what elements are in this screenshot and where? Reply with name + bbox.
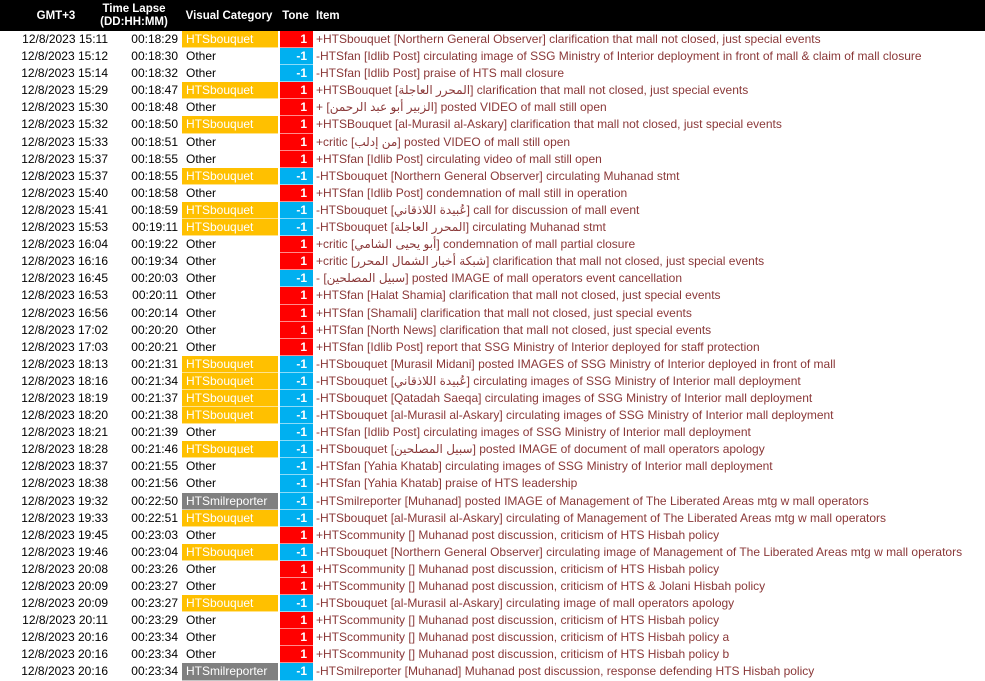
visual-category-cell[interactable]: Other: [182, 612, 278, 629]
visual-category-cell[interactable]: HTSbouquet: [182, 116, 278, 133]
timestamp-cell[interactable]: 12/8/2023 16:56: [21, 305, 108, 320]
table-row[interactable]: [0, 356, 985, 373]
table-row[interactable]: [0, 390, 985, 407]
item-cell[interactable]: + [الزبير أبو عبد الرحمن] posted VIDEO of mall still open: [316, 100, 607, 115]
visual-category-cell[interactable]: Other: [182, 151, 278, 168]
timestamp-cell[interactable]: 12/8/2023 19:32: [21, 493, 108, 508]
item-cell[interactable]: -HTSfan [Yahia Khatab] praise of HTS leadership: [316, 476, 578, 491]
visual-category-cell[interactable]: HTSmilreporter: [182, 663, 278, 680]
time-lapse-cell[interactable]: 00:19:34: [131, 254, 178, 269]
time-lapse-cell[interactable]: 00:21:39: [131, 425, 178, 440]
time-lapse-cell[interactable]: 00:21:34: [131, 373, 178, 388]
visual-category-cell[interactable]: HTSbouquet: [182, 510, 278, 527]
time-lapse-cell[interactable]: 00:23:34: [131, 664, 178, 679]
item-cell[interactable]: +HTScommunity [] Muhanad post discussion, criticism of HTS Hisbah policy: [316, 613, 720, 628]
tone-cell[interactable]: 1: [280, 305, 313, 322]
timestamp-cell[interactable]: 12/8/2023 20:11: [22, 613, 108, 628]
time-lapse-cell[interactable]: 00:23:03: [131, 527, 178, 542]
tone-cell[interactable]: 1: [280, 612, 313, 629]
item-cell[interactable]: +HTScommunity [] Muhanad post discussion, criticism of HTS & Jolani Hisbah policy: [316, 579, 766, 593]
time-lapse-cell[interactable]: 00:20:21: [131, 339, 178, 354]
tone-cell[interactable]: -1: [280, 663, 313, 680]
table-row[interactable]: [0, 595, 985, 612]
table-row[interactable]: [0, 646, 985, 663]
time-lapse-cell[interactable]: 00:18:50: [131, 117, 178, 132]
timestamp-cell[interactable]: 12/8/2023 20:16: [21, 647, 108, 662]
table-row[interactable]: [0, 236, 985, 253]
visual-category-cell[interactable]: Other: [182, 475, 278, 492]
table-row[interactable]: [0, 424, 985, 441]
tone-cell[interactable]: 1: [280, 646, 313, 663]
time-lapse-cell[interactable]: 00:23:27: [131, 596, 178, 611]
tone-cell[interactable]: 1: [280, 99, 313, 116]
tone-cell[interactable]: -1: [280, 48, 313, 65]
item-cell[interactable]: -HTSmilreporter [Muhanad] posted IMAGE of Management of The Liberated Areas mtg w mall operators: [316, 493, 869, 508]
timestamp-cell[interactable]: 12/8/2023 18:16: [21, 373, 108, 388]
header-tone[interactable]: Tone: [282, 9, 309, 22]
visual-category-cell[interactable]: Other: [182, 65, 278, 82]
table-row[interactable]: [0, 373, 985, 390]
visual-category-cell[interactable]: Other: [182, 629, 278, 646]
visual-category-cell[interactable]: HTSbouquet: [182, 544, 278, 561]
table-row[interactable]: [0, 544, 985, 561]
visual-category-cell[interactable]: Other: [182, 134, 278, 151]
table-row[interactable]: [0, 270, 985, 287]
time-lapse-cell[interactable]: 00:18:58: [131, 185, 178, 200]
time-lapse-cell[interactable]: 00:18:59: [131, 202, 178, 217]
timestamp-cell[interactable]: 12/8/2023 15:33: [21, 134, 108, 149]
table-row[interactable]: [0, 663, 985, 680]
timestamp-cell[interactable]: 12/8/2023 18:20: [21, 408, 108, 423]
time-lapse-cell[interactable]: 00:23:26: [131, 561, 178, 576]
timestamp-cell[interactable]: 12/8/2023 15:14: [21, 66, 108, 81]
table-body: [0, 31, 985, 681]
time-lapse-cell[interactable]: 00:21:38: [131, 408, 178, 423]
table-row[interactable]: [0, 339, 985, 356]
table-row[interactable]: [0, 65, 985, 82]
table-row[interactable]: [0, 99, 985, 116]
visual-category-cell[interactable]: HTSbouquet: [182, 219, 278, 236]
timestamp-cell[interactable]: 12/8/2023 15:30: [21, 100, 108, 115]
time-lapse-cell[interactable]: 00:18:55: [131, 168, 178, 183]
table-row[interactable]: [0, 168, 985, 185]
time-lapse-cell[interactable]: 00:18:48: [131, 100, 178, 115]
timestamp-cell[interactable]: 12/8/2023 15:37: [21, 151, 108, 166]
visual-category-cell[interactable]: Other: [182, 339, 278, 356]
item-cell[interactable]: - [سبيل المصلحين] posted IMAGE of mall operators event cancellation: [316, 271, 683, 286]
item-cell[interactable]: +HTSbouquet [Northern General Observer] clarification that mall not closed, just special events: [316, 32, 821, 46]
item-cell[interactable]: -HTSbouquet [al-Murasil al-Askary] circulating images of SSG Ministry of Interior mall deployment: [316, 408, 834, 423]
timestamp-cell[interactable]: 12/8/2023 18:13: [21, 356, 108, 371]
table-row[interactable]: [0, 441, 985, 458]
time-lapse-cell[interactable]: 00:21:31: [131, 356, 178, 371]
tone-cell[interactable]: 1: [280, 236, 313, 253]
item-cell[interactable]: +HTSfan [Halat Shamia] clarification that mall not closed, just special events: [316, 288, 721, 303]
time-lapse-cell[interactable]: 00:18:47: [131, 83, 178, 98]
table-row[interactable]: [0, 578, 985, 595]
visual-category-cell[interactable]: Other: [182, 236, 278, 253]
visual-category-cell[interactable]: Other: [182, 578, 278, 595]
timestamp-cell[interactable]: 12/8/2023 18:38: [21, 476, 108, 491]
tone-cell[interactable]: -1: [280, 441, 313, 458]
timestamp-cell[interactable]: 12/8/2023 16:53: [21, 288, 108, 303]
table-row[interactable]: [0, 253, 985, 270]
table-row[interactable]: [0, 407, 985, 424]
tone-cell[interactable]: 1: [280, 561, 313, 578]
time-lapse-cell[interactable]: 00:22:50: [131, 493, 178, 508]
timestamp-cell[interactable]: 12/8/2023 15:29: [21, 83, 108, 98]
time-lapse-cell[interactable]: 00:23:29: [131, 613, 178, 628]
table-row[interactable]: [0, 612, 985, 629]
table-row[interactable]: [0, 202, 985, 219]
tone-cell[interactable]: -1: [280, 390, 313, 407]
item-cell[interactable]: -HTSfan [Idlib Post] circulating image of SSG Ministry of Interior deployment in front of mall & claim of mall closure: [316, 49, 922, 64]
item-cell[interactable]: +critic [أبو يحيى الشامي] condemnation of mall partial closure: [316, 237, 636, 252]
timestamp-cell[interactable]: 12/8/2023 16:04: [21, 237, 108, 252]
timestamp-cell[interactable]: 12/8/2023 20:08: [21, 561, 108, 576]
visual-category-cell[interactable]: HTSbouquet: [182, 390, 278, 407]
item-cell[interactable]: +HTSfan [Shamali] clarification that mall not closed, just special events: [316, 305, 692, 320]
time-lapse-cell[interactable]: 00:20:20: [131, 322, 178, 337]
header-item[interactable]: Item: [316, 9, 340, 22]
item-cell[interactable]: +critic [من إدلب] posted VIDEO of mall still open: [316, 134, 571, 149]
table-row[interactable]: [0, 82, 985, 99]
tone-cell[interactable]: -1: [280, 493, 313, 510]
item-cell[interactable]: +HTScommunity [] Muhanad post discussion, criticism of HTS Hisbah policy b: [316, 647, 730, 662]
timestamp-cell[interactable]: 12/8/2023 15:53: [21, 220, 108, 235]
tone-cell[interactable]: 1: [280, 527, 313, 544]
visual-category-cell[interactable]: HTSbouquet: [182, 595, 278, 612]
time-lapse-cell[interactable]: 00:21:56: [131, 476, 178, 491]
visual-category-cell[interactable]: Other: [182, 99, 278, 116]
timestamp-cell[interactable]: 12/8/2023 19:46: [21, 544, 108, 559]
table-row[interactable]: [0, 134, 985, 151]
table-row[interactable]: [0, 493, 985, 510]
timestamp-cell[interactable]: 12/8/2023 18:21: [21, 425, 108, 440]
item-cell[interactable]: -HTSbouquet [عُبيدة اللاذقاني] circulating images of SSG Ministry of Interior mall deployment: [316, 373, 801, 388]
timestamp-cell[interactable]: 12/8/2023 15:40: [21, 185, 108, 200]
item-cell[interactable]: +HTSBouquet [al-Murasil al-Askary] clarification that mall not closed, just special events: [316, 117, 782, 132]
time-lapse-cell[interactable]: 00:21:37: [131, 390, 178, 405]
item-cell[interactable]: -HTSbouquet [Qatadah Saeqa] circulating images of SSG Ministry of Interior mall deployment: [316, 390, 813, 405]
item-cell[interactable]: +HTSfan [Idlib Post] circulating video of mall still open: [316, 151, 602, 166]
visual-category-cell[interactable]: HTSbouquet: [182, 441, 278, 458]
tone-cell[interactable]: 1: [280, 578, 313, 595]
timestamp-cell[interactable]: 12/8/2023 15:11: [22, 32, 108, 46]
visual-category-cell[interactable]: Other: [182, 270, 278, 287]
timestamp-cell[interactable]: 12/8/2023 17:03: [21, 339, 108, 354]
table-row[interactable]: [0, 561, 985, 578]
table-row[interactable]: [0, 458, 985, 475]
tone-cell[interactable]: 1: [280, 339, 313, 356]
visual-category-cell[interactable]: HTSbouquet: [182, 31, 278, 48]
item-cell[interactable]: -HTSbouquet [Northern General Observer] circulating Muhanad stmt: [316, 168, 680, 183]
tone-cell[interactable]: -1: [280, 219, 313, 236]
timestamp-cell[interactable]: 12/8/2023 20:16: [21, 630, 108, 645]
tone-cell[interactable]: -1: [280, 407, 313, 424]
tone-cell[interactable]: 1: [280, 134, 313, 151]
tone-cell[interactable]: 1: [280, 151, 313, 168]
time-lapse-cell[interactable]: 00:19:11: [132, 220, 178, 235]
item-cell[interactable]: +HTScommunity [] Muhanad post discussion, criticism of HTS Hisbah policy a: [316, 630, 730, 645]
tone-cell[interactable]: -1: [280, 65, 313, 82]
timestamp-cell[interactable]: 12/8/2023 20:09: [21, 596, 108, 611]
time-lapse-cell[interactable]: 00:18:51: [131, 134, 178, 149]
header-time-lapse-line2: (DD:HH:MM): [100, 15, 168, 28]
tone-cell[interactable]: -1: [280, 202, 313, 219]
time-lapse-cell[interactable]: 00:19:22: [131, 237, 178, 252]
tone-cell[interactable]: 1: [280, 185, 313, 202]
tone-cell[interactable]: 1: [280, 82, 313, 99]
item-cell[interactable]: -HTSfan [Yahia Khatab] circulating images of SSG Ministry of Interior mall deployment: [316, 459, 773, 474]
tone-cell[interactable]: -1: [280, 373, 313, 390]
visual-category-cell[interactable]: Other: [182, 322, 278, 339]
visual-category-cell[interactable]: Other: [182, 287, 278, 304]
tone-cell[interactable]: -1: [280, 270, 313, 287]
header-time-lapse-line1: Time Lapse: [102, 2, 166, 15]
time-lapse-cell[interactable]: 00:23:04: [131, 544, 178, 559]
item-cell[interactable]: -HTSfan [Idlib Post] praise of HTS mall closure: [316, 66, 565, 81]
header-gmt3[interactable]: GMT+3: [36, 9, 76, 22]
timestamp-cell[interactable]: 12/8/2023 18:37: [21, 459, 108, 474]
timestamp-cell[interactable]: 12/8/2023 15:37: [21, 168, 108, 183]
visual-category-cell[interactable]: HTSbouquet: [182, 82, 278, 99]
tone-cell[interactable]: -1: [280, 510, 313, 527]
visual-category-cell[interactable]: Other: [182, 561, 278, 578]
item-cell[interactable]: +HTSfan [Idlib Post] condemnation of mall still in operation: [316, 185, 628, 200]
time-lapse-cell[interactable]: 00:23:34: [131, 647, 178, 662]
timestamp-cell[interactable]: 12/8/2023 18:19: [21, 390, 108, 405]
visual-category-cell[interactable]: Other: [182, 458, 278, 475]
tone-cell[interactable]: -1: [280, 356, 313, 373]
item-cell[interactable]: -HTSfan [Idlib Post] circulating images of SSG Ministry of Interior mall deployment: [316, 425, 751, 440]
timestamp-cell[interactable]: 12/8/2023 15:32: [21, 117, 108, 132]
table-row[interactable]: [0, 322, 985, 339]
table-row[interactable]: [0, 185, 985, 202]
visual-category-cell[interactable]: HTSbouquet: [182, 202, 278, 219]
item-cell[interactable]: -HTSbouquet [سبيل المصلحين] posted IMAGE of document of mall operators apology: [316, 442, 765, 457]
visual-category-cell[interactable]: Other: [182, 305, 278, 322]
time-lapse-cell[interactable]: 00:21:46: [131, 442, 178, 457]
timestamp-cell[interactable]: 12/8/2023 20:09: [21, 579, 108, 593]
timestamp-cell[interactable]: 12/8/2023 15:41: [21, 202, 108, 217]
timestamp-cell[interactable]: 12/8/2023 16:16: [21, 254, 108, 269]
time-lapse-cell[interactable]: 00:23:34: [131, 630, 178, 645]
table-row[interactable]: [0, 31, 985, 48]
visual-category-cell[interactable]: Other: [182, 527, 278, 544]
item-cell[interactable]: -HTSbouquet [al-Murasil al-Askary] circulating image of mall operators apology: [316, 596, 735, 611]
tone-cell[interactable]: 1: [280, 287, 313, 304]
table-row[interactable]: [0, 305, 985, 322]
time-lapse-cell[interactable]: 00:18:30: [131, 49, 178, 64]
item-cell[interactable]: +HTScommunity [] Muhanad post discussion, criticism of HTS Hisbah policy: [316, 561, 720, 576]
visual-category-cell[interactable]: HTSbouquet: [182, 356, 278, 373]
time-lapse-cell[interactable]: 00:18:29: [131, 32, 178, 46]
item-cell[interactable]: -HTSmilreporter [Muhanad] Muhanad post discussion, response defending HTS Hisbah policy: [316, 664, 815, 679]
tone-cell[interactable]: -1: [280, 458, 313, 475]
time-lapse-cell[interactable]: 00:23:27: [131, 579, 178, 593]
time-lapse-cell[interactable]: 00:18:32: [131, 66, 178, 81]
tone-cell[interactable]: 1: [280, 322, 313, 339]
item-cell[interactable]: -HTSbouquet [المحرر العاجلة] circulating Muhanad stmt: [316, 220, 606, 235]
item-cell[interactable]: +HTSBouquet [المحرر العاجلة] clarification that mall not closed, just special events: [316, 83, 749, 98]
header-visual-category[interactable]: Visual Category: [185, 9, 273, 22]
table-header: [0, 0, 985, 31]
tone-cell[interactable]: 1: [280, 116, 313, 133]
time-lapse-cell[interactable]: 00:18:55: [131, 151, 178, 166]
tone-cell[interactable]: -1: [280, 544, 313, 561]
visual-category-cell[interactable]: HTSbouquet: [182, 168, 278, 185]
table-row[interactable]: [0, 287, 985, 304]
tone-cell[interactable]: 1: [280, 629, 313, 646]
table-row[interactable]: [0, 219, 985, 236]
tone-cell[interactable]: 1: [280, 253, 313, 270]
tone-cell[interactable]: -1: [280, 424, 313, 441]
visual-category-cell[interactable]: HTSbouquet: [182, 407, 278, 424]
item-cell[interactable]: -HTSbouquet [Northern General Observer] circulating image of Management of The Liberated Areas mtg w mall operators: [316, 544, 963, 559]
item-cell[interactable]: -HTSbouquet [al-Murasil al-Askary] circulating of Management of The Liberated Areas mtg w mall operators: [316, 510, 887, 525]
timestamp-cell[interactable]: 12/8/2023 15:12: [21, 49, 108, 64]
timestamp-cell[interactable]: 12/8/2023 19:45: [21, 527, 108, 542]
visual-category-cell[interactable]: Other: [182, 424, 278, 441]
time-lapse-cell[interactable]: 00:22:51: [131, 510, 178, 525]
timestamp-cell[interactable]: 12/8/2023 18:28: [21, 442, 108, 457]
tone-cell[interactable]: -1: [280, 595, 313, 612]
item-cell[interactable]: +HTScommunity [] Muhanad post discussion, criticism of HTS Hisbah policy: [316, 527, 720, 542]
visual-category-cell[interactable]: HTSbouquet: [182, 373, 278, 390]
visual-category-cell[interactable]: Other: [182, 646, 278, 663]
table-row[interactable]: [0, 629, 985, 646]
table-row[interactable]: [0, 510, 985, 527]
visual-category-cell[interactable]: Other: [182, 185, 278, 202]
item-cell[interactable]: -HTSbouquet [Murasil Midani] posted IMAGES of SSG Ministry of Interior deployed in front of mall: [316, 356, 836, 371]
table-row[interactable]: [0, 116, 985, 133]
tone-cell[interactable]: -1: [280, 168, 313, 185]
tone-cell[interactable]: -1: [280, 475, 313, 492]
visual-category-cell[interactable]: HTSmilreporter: [182, 493, 278, 510]
timestamp-cell[interactable]: 12/8/2023 19:33: [21, 510, 108, 525]
timestamp-cell[interactable]: 12/8/2023 16:45: [21, 271, 108, 286]
timestamp-cell[interactable]: 12/8/2023 20:16: [21, 664, 108, 679]
time-lapse-cell[interactable]: 00:20:14: [131, 305, 178, 320]
visual-category-cell[interactable]: Other: [182, 253, 278, 270]
item-cell[interactable]: -HTSbouquet [عُبيدة اللاذقاني] call for discussion of mall event: [316, 202, 640, 217]
tone-cell[interactable]: 1: [280, 31, 313, 48]
table-row[interactable]: [0, 527, 985, 544]
time-lapse-cell[interactable]: 00:20:03: [131, 271, 178, 286]
item-cell[interactable]: +critic [شبكة أخبار الشمال المحرر] clarification that mall not closed, just special events: [316, 254, 765, 269]
visual-category-cell[interactable]: Other: [182, 48, 278, 65]
time-lapse-cell[interactable]: 00:20:11: [132, 288, 178, 303]
table-row[interactable]: [0, 475, 985, 492]
time-lapse-cell[interactable]: 00:21:55: [131, 459, 178, 474]
item-cell[interactable]: +HTSfan [North News] clarification that mall not closed, just special events: [316, 322, 712, 337]
table-row[interactable]: [0, 48, 985, 65]
table-row[interactable]: [0, 151, 985, 168]
header-time-lapse[interactable]: [100, 0, 168, 31]
timestamp-cell[interactable]: 12/8/2023 17:02: [21, 322, 108, 337]
item-cell[interactable]: +HTSfan [Idlib Post] report that SSG Ministry of Interior deployed for staff protection: [316, 339, 760, 354]
